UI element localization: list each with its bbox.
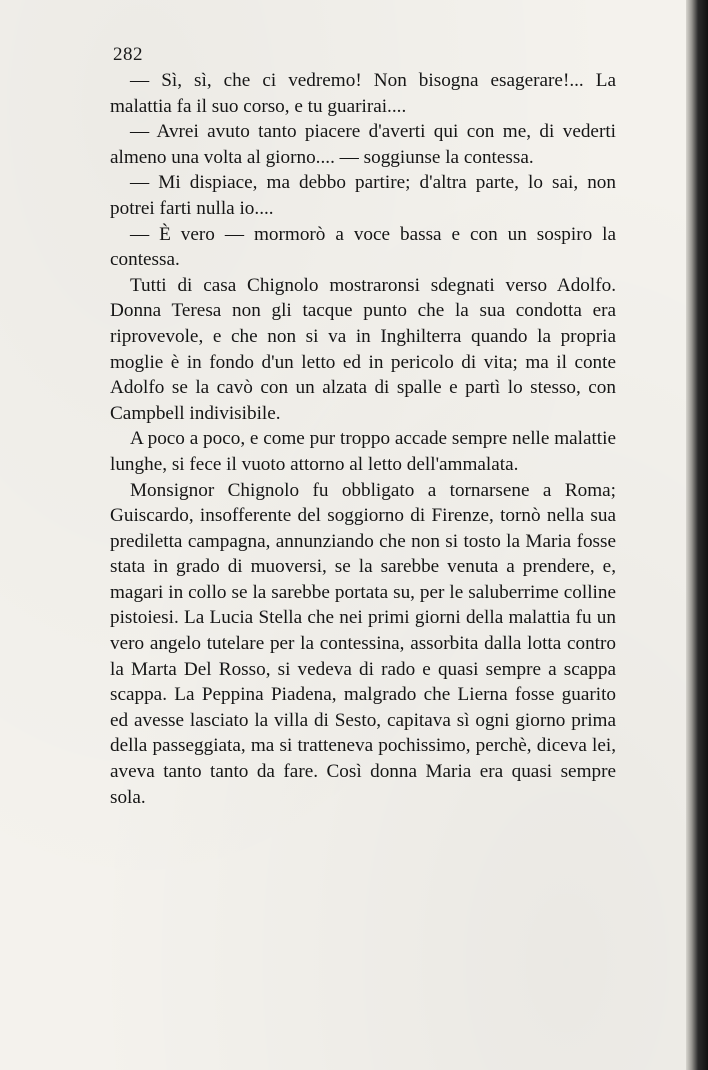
page-number: 282	[113, 44, 143, 65]
paragraph: — Sì, sì, che ci vedremo! Non bisogna esagerare!... La malattia fa il suo corso, e tu guarirai....	[110, 70, 616, 117]
book-binding-edge	[686, 0, 708, 1070]
paragraph: A poco a poco, e come pur troppo accade sempre nelle malattie lunghe, si fece il vuoto attorno al letto dell'ammalata.	[110, 428, 616, 475]
paragraph: — È vero — mormorò a voce bassa e con un sospiro la contessa.	[110, 223, 616, 271]
body-text	[110, 68, 616, 810]
paragraph: Monsignor Chignolo fu obbligato a tornarsene a Roma; Guiscardo, insofferente del soggiorno di Firenze, tornò nella sua prediletta campagna, annunziando che non si tosto la Maria fosse stata in grado di muoversi, se la sarebbe venuta a prendere, e, magari in collo se la sarebbe portata su, per le saluberrime colline pistoiesi. La Lucia Stella che nei primi giorni della malattia fu un vero angelo tutelare per la contessina, assorbita dalla lotta contro la Marta Del Rosso, si vedeva di rado e quasi sempre a scappa scappa. La Peppina Piadena, malgrado che Lierna fosse guarito ed avesse lasciato la villa di Sesto, capitava sì ogni giorno prima della passeggiata, ma si tratteneva pochissimo, perchè, diceva lei, aveva tanto tanto da fare. Così donna Maria era quasi sempre sola.	[110, 479, 616, 808]
paragraph: — Mi dispiace, ma debbo partire; d'altra parte, lo sai, non potrei farti nulla io....	[110, 172, 616, 219]
paragraph: — Avrei avuto tanto piacere d'averti qui con me, di vederti almeno una volta al giorno.... — soggiunse la contessa.	[110, 121, 616, 168]
paragraph: Tutti di casa Chignolo mostraronsi sdegnati verso Adolfo. Donna Teresa non gli tacque punto che la sua condotta era riprovevole, e che non si va in Inghilterra quando la propria moglie è in fondo d'un letto ed in pericolo di vita; ma il conte Adolfo se la cavò con un alzata di spalle e partì lo stesso, con Campbell indivisibile.	[110, 274, 616, 424]
